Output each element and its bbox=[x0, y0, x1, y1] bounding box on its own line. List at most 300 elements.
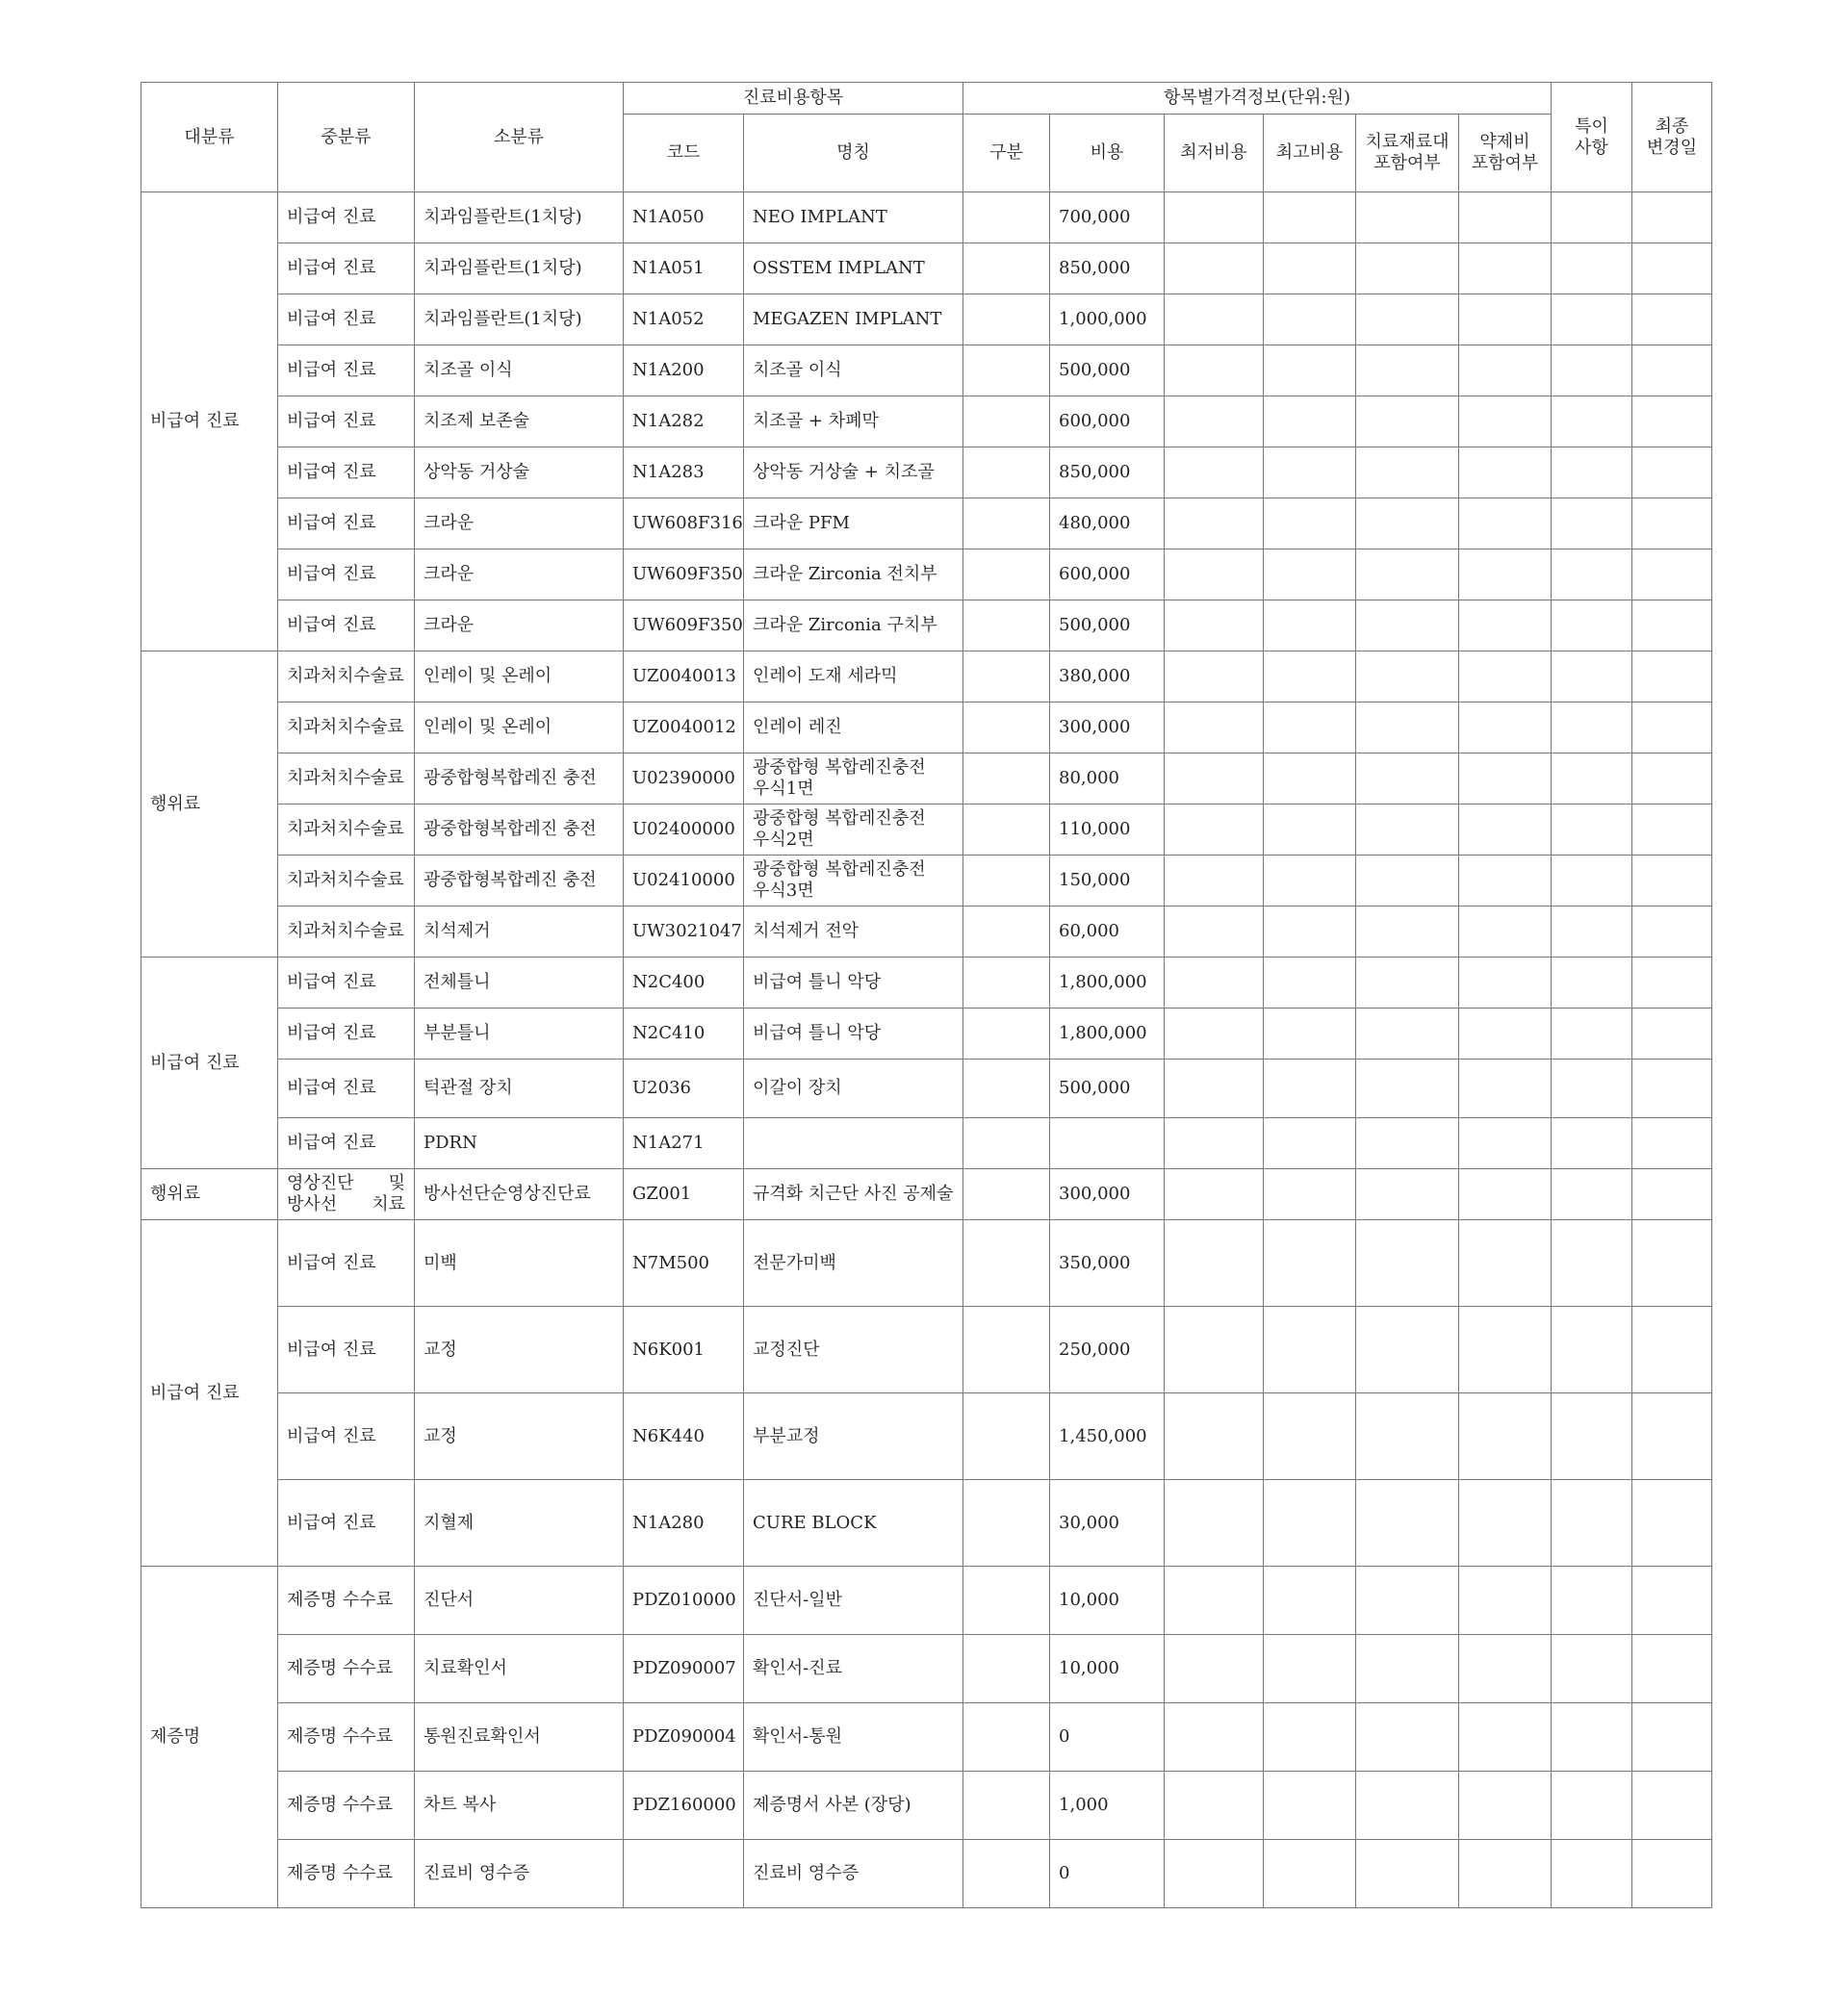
note-cell bbox=[1552, 1840, 1632, 1908]
header-note: 특이 사항 bbox=[1552, 83, 1632, 192]
drug-included-cell bbox=[1459, 702, 1552, 753]
material-included-cell bbox=[1356, 600, 1459, 651]
code-cell: U02410000 bbox=[624, 856, 744, 907]
cost-cell: 1,800,000 bbox=[1050, 958, 1165, 1009]
type-cell bbox=[963, 702, 1050, 753]
note-cell bbox=[1552, 1480, 1632, 1567]
max-cost-cell bbox=[1264, 1772, 1356, 1840]
minor-category-cell: 치과임플란트(1치당) bbox=[415, 192, 624, 243]
table-header bbox=[141, 83, 1712, 192]
table-row bbox=[141, 1393, 1712, 1480]
minor-category-cell: 광중합형복합레진 충전 bbox=[415, 804, 624, 856]
cost-cell: 350,000 bbox=[1050, 1220, 1165, 1307]
table-row bbox=[141, 1307, 1712, 1393]
material-included-cell bbox=[1356, 549, 1459, 600]
code-cell: UZ0040012 bbox=[624, 702, 744, 753]
code-cell: N1A271 bbox=[624, 1118, 744, 1169]
drug-included-cell bbox=[1459, 1220, 1552, 1307]
minor-category-cell: 차트 복사 bbox=[415, 1772, 624, 1840]
max-cost-cell bbox=[1264, 702, 1356, 753]
code-cell: N1A200 bbox=[624, 345, 744, 396]
table-row bbox=[141, 1635, 1712, 1703]
minor-category-cell: 치조제 보존술 bbox=[415, 396, 624, 447]
material-included-cell bbox=[1356, 1567, 1459, 1635]
minor-category-cell: 부분틀니 bbox=[415, 1009, 624, 1060]
material-included-cell bbox=[1356, 1307, 1459, 1393]
name-cell: 크라운 Zirconia 전치부 bbox=[744, 549, 963, 600]
header-drug: 약제비 포함여부 bbox=[1459, 115, 1552, 192]
min-cost-cell bbox=[1165, 1393, 1264, 1480]
material-included-cell bbox=[1356, 1703, 1459, 1772]
last-changed-cell bbox=[1632, 549, 1712, 600]
type-cell bbox=[963, 1060, 1050, 1118]
max-cost-cell bbox=[1264, 1118, 1356, 1169]
table-body bbox=[141, 192, 1712, 1908]
minor-category-cell: 인레이 및 온레이 bbox=[415, 651, 624, 702]
max-cost-cell bbox=[1264, 1567, 1356, 1635]
middle-category-cell: 비급여 진료 bbox=[278, 1060, 415, 1118]
drug-included-cell bbox=[1459, 294, 1552, 345]
cost-cell: 10,000 bbox=[1050, 1635, 1165, 1703]
min-cost-cell bbox=[1165, 1635, 1264, 1703]
table-row bbox=[141, 804, 1712, 856]
min-cost-cell bbox=[1165, 1220, 1264, 1307]
table-row bbox=[141, 907, 1712, 958]
minor-category-cell: 치석제거 bbox=[415, 907, 624, 958]
material-included-cell bbox=[1356, 498, 1459, 549]
last-changed-cell bbox=[1632, 804, 1712, 856]
table-row bbox=[141, 345, 1712, 396]
material-included-cell bbox=[1356, 1840, 1459, 1908]
table-row bbox=[141, 1220, 1712, 1307]
middle-category-cell: 영상진단 및 방사선 치료 bbox=[278, 1169, 415, 1220]
middle-category-cell: 비급여 진료 bbox=[278, 1480, 415, 1567]
cost-cell: 300,000 bbox=[1050, 702, 1165, 753]
header-material: 치료재료대포함여부 bbox=[1356, 115, 1459, 192]
material-included-cell bbox=[1356, 1393, 1459, 1480]
note-cell bbox=[1552, 856, 1632, 907]
name-cell: OSSTEM IMPLANT bbox=[744, 243, 963, 294]
type-cell bbox=[963, 447, 1050, 498]
code-cell: N2C410 bbox=[624, 1009, 744, 1060]
middle-category-cell: 치과처치수술료 bbox=[278, 702, 415, 753]
name-cell: 치조골 이식 bbox=[744, 345, 963, 396]
header-middle: 중분류 bbox=[278, 83, 415, 192]
cost-cell: 80,000 bbox=[1050, 753, 1165, 804]
middle-category-cell: 비급여 진료 bbox=[278, 498, 415, 549]
name-cell: 치조골 + 차폐막 bbox=[744, 396, 963, 447]
material-included-cell bbox=[1356, 1009, 1459, 1060]
drug-included-cell bbox=[1459, 498, 1552, 549]
name-cell: 확인서-통원 bbox=[744, 1703, 963, 1772]
code-cell: N1A050 bbox=[624, 192, 744, 243]
minor-category-cell: 교정 bbox=[415, 1393, 624, 1480]
table-row bbox=[141, 702, 1712, 753]
note-cell bbox=[1552, 498, 1632, 549]
major-category-cell: 행위료 bbox=[141, 651, 278, 958]
major-category-cell: 제증명 bbox=[141, 1567, 278, 1908]
cost-cell: 1,000,000 bbox=[1050, 294, 1165, 345]
cost-cell: 60,000 bbox=[1050, 907, 1165, 958]
cost-cell: 850,000 bbox=[1050, 447, 1165, 498]
type-cell bbox=[963, 345, 1050, 396]
min-cost-cell bbox=[1165, 958, 1264, 1009]
code-cell: N1A283 bbox=[624, 447, 744, 498]
name-cell: NEO IMPLANT bbox=[744, 192, 963, 243]
name-cell: 치석제거 전악 bbox=[744, 907, 963, 958]
max-cost-cell bbox=[1264, 1009, 1356, 1060]
last-changed-cell bbox=[1632, 958, 1712, 1009]
max-cost-cell bbox=[1264, 396, 1356, 447]
minor-category-cell: 인레이 및 온레이 bbox=[415, 702, 624, 753]
type-cell bbox=[963, 907, 1050, 958]
last-changed-cell bbox=[1632, 1307, 1712, 1393]
name-cell: 상악동 거상술 + 치조골 bbox=[744, 447, 963, 498]
note-cell bbox=[1552, 549, 1632, 600]
minor-category-cell: 진료비 영수증 bbox=[415, 1840, 624, 1908]
drug-included-cell bbox=[1459, 1009, 1552, 1060]
min-cost-cell bbox=[1165, 294, 1264, 345]
last-changed-cell bbox=[1632, 1393, 1712, 1480]
material-included-cell bbox=[1356, 192, 1459, 243]
last-changed-cell bbox=[1632, 1703, 1712, 1772]
name-cell: 광중합형 복합레진충전 우식2면 bbox=[744, 804, 963, 856]
table-row bbox=[141, 1567, 1712, 1635]
minor-category-cell: 교정 bbox=[415, 1307, 624, 1393]
min-cost-cell bbox=[1165, 1118, 1264, 1169]
max-cost-cell bbox=[1264, 1307, 1356, 1393]
cost-cell: 30,000 bbox=[1050, 1480, 1165, 1567]
min-cost-cell bbox=[1165, 1060, 1264, 1118]
max-cost-cell bbox=[1264, 294, 1356, 345]
drug-included-cell bbox=[1459, 1118, 1552, 1169]
name-cell: 규격화 치근단 사진 공제술 bbox=[744, 1169, 963, 1220]
table-row bbox=[141, 1118, 1712, 1169]
middle-category-cell: 비급여 진료 bbox=[278, 1009, 415, 1060]
last-changed-cell bbox=[1632, 907, 1712, 958]
middle-category-cell: 제증명 수수료 bbox=[278, 1703, 415, 1772]
header-price-group: 항목별가격정보(단위:원) bbox=[963, 83, 1552, 115]
min-cost-cell bbox=[1165, 549, 1264, 600]
note-cell bbox=[1552, 447, 1632, 498]
last-changed-cell bbox=[1632, 243, 1712, 294]
name-cell: 전문가미백 bbox=[744, 1220, 963, 1307]
max-cost-cell bbox=[1264, 1220, 1356, 1307]
note-cell bbox=[1552, 1393, 1632, 1480]
min-cost-cell bbox=[1165, 447, 1264, 498]
code-cell: UW608F316 bbox=[624, 498, 744, 549]
minor-category-cell: 상악동 거상술 bbox=[415, 447, 624, 498]
min-cost-cell bbox=[1165, 498, 1264, 549]
drug-included-cell bbox=[1459, 243, 1552, 294]
minor-category-cell: 진단서 bbox=[415, 1567, 624, 1635]
max-cost-cell bbox=[1264, 1635, 1356, 1703]
note-cell bbox=[1552, 1118, 1632, 1169]
type-cell bbox=[963, 856, 1050, 907]
material-included-cell bbox=[1356, 345, 1459, 396]
major-category-cell: 비급여 진료 bbox=[141, 958, 278, 1169]
cost-cell: 0 bbox=[1050, 1840, 1165, 1908]
name-cell: 광중합형 복합레진충전 우식3면 bbox=[744, 856, 963, 907]
last-changed-cell bbox=[1632, 1009, 1712, 1060]
table-row bbox=[141, 396, 1712, 447]
last-changed-cell bbox=[1632, 396, 1712, 447]
min-cost-cell bbox=[1165, 345, 1264, 396]
min-cost-cell bbox=[1165, 1009, 1264, 1060]
code-cell: GZ001 bbox=[624, 1169, 744, 1220]
drug-included-cell bbox=[1459, 1480, 1552, 1567]
drug-included-cell bbox=[1459, 753, 1552, 804]
note-cell bbox=[1552, 651, 1632, 702]
min-cost-cell bbox=[1165, 1307, 1264, 1393]
drug-included-cell bbox=[1459, 192, 1552, 243]
cost-cell: 700,000 bbox=[1050, 192, 1165, 243]
last-changed-cell bbox=[1632, 447, 1712, 498]
cost-cell: 1,800,000 bbox=[1050, 1009, 1165, 1060]
material-included-cell bbox=[1356, 1480, 1459, 1567]
last-changed-cell bbox=[1632, 651, 1712, 702]
note-cell bbox=[1552, 1009, 1632, 1060]
drug-included-cell bbox=[1459, 549, 1552, 600]
type-cell bbox=[963, 651, 1050, 702]
minor-category-cell: PDRN bbox=[415, 1118, 624, 1169]
last-changed-cell bbox=[1632, 600, 1712, 651]
cost-cell: 1,450,000 bbox=[1050, 1393, 1165, 1480]
header-name: 명칭 bbox=[744, 115, 963, 192]
major-category-cell: 비급여 진료 bbox=[141, 192, 278, 651]
cost-cell: 0 bbox=[1050, 1703, 1165, 1772]
middle-category-cell: 비급여 진료 bbox=[278, 1220, 415, 1307]
type-cell bbox=[963, 294, 1050, 345]
code-cell: PDZ090004 bbox=[624, 1703, 744, 1772]
type-cell bbox=[963, 549, 1050, 600]
header-last-changed: 최종 변경일 bbox=[1632, 83, 1712, 192]
last-changed-cell bbox=[1632, 1118, 1712, 1169]
drug-included-cell bbox=[1459, 1307, 1552, 1393]
cost-cell: 1,000 bbox=[1050, 1772, 1165, 1840]
type-cell bbox=[963, 804, 1050, 856]
minor-category-cell: 치조골 이식 bbox=[415, 345, 624, 396]
code-cell: UW3021047 bbox=[624, 907, 744, 958]
drug-included-cell bbox=[1459, 1840, 1552, 1908]
last-changed-cell bbox=[1632, 1220, 1712, 1307]
code-cell: UW609F350 bbox=[624, 600, 744, 651]
code-cell: U02400000 bbox=[624, 804, 744, 856]
min-cost-cell bbox=[1165, 804, 1264, 856]
cost-cell: 150,000 bbox=[1050, 856, 1165, 907]
drug-included-cell bbox=[1459, 651, 1552, 702]
cost-cell: 500,000 bbox=[1050, 345, 1165, 396]
code-cell: N1A051 bbox=[624, 243, 744, 294]
type-cell bbox=[963, 1703, 1050, 1772]
material-included-cell bbox=[1356, 753, 1459, 804]
min-cost-cell bbox=[1165, 192, 1264, 243]
type-cell bbox=[963, 396, 1050, 447]
middle-category-cell: 치과처치수술료 bbox=[278, 651, 415, 702]
table-row bbox=[141, 294, 1712, 345]
type-cell bbox=[963, 1635, 1050, 1703]
code-cell: N1A280 bbox=[624, 1480, 744, 1567]
minor-category-cell: 치료확인서 bbox=[415, 1635, 624, 1703]
type-cell bbox=[963, 1307, 1050, 1393]
middle-category-cell: 비급여 진료 bbox=[278, 549, 415, 600]
max-cost-cell bbox=[1264, 753, 1356, 804]
drug-included-cell bbox=[1459, 1060, 1552, 1118]
drug-included-cell bbox=[1459, 907, 1552, 958]
middle-category-cell: 제증명 수수료 bbox=[278, 1840, 415, 1908]
max-cost-cell bbox=[1264, 1060, 1356, 1118]
last-changed-cell bbox=[1632, 1635, 1712, 1703]
note-cell bbox=[1552, 1635, 1632, 1703]
material-included-cell bbox=[1356, 1635, 1459, 1703]
note-cell bbox=[1552, 192, 1632, 243]
code-cell: N6K440 bbox=[624, 1393, 744, 1480]
middle-category-cell: 비급여 진료 bbox=[278, 1393, 415, 1480]
table-row bbox=[141, 856, 1712, 907]
last-changed-cell bbox=[1632, 1060, 1712, 1118]
last-changed-cell bbox=[1632, 1480, 1712, 1567]
major-category-cell: 비급여 진료 bbox=[141, 1220, 278, 1567]
code-cell: UW609F350 bbox=[624, 549, 744, 600]
max-cost-cell bbox=[1264, 600, 1356, 651]
code-cell: PDZ160000 bbox=[624, 1772, 744, 1840]
cost-cell: 600,000 bbox=[1050, 396, 1165, 447]
minor-category-cell: 치과임플란트(1치당) bbox=[415, 243, 624, 294]
price-table-document bbox=[141, 82, 1712, 1908]
note-cell bbox=[1552, 345, 1632, 396]
cost-cell: 110,000 bbox=[1050, 804, 1165, 856]
min-cost-cell bbox=[1165, 1169, 1264, 1220]
code-cell: UZ0040013 bbox=[624, 651, 744, 702]
last-changed-cell bbox=[1632, 192, 1712, 243]
header-item-group: 진료비용항목 bbox=[624, 83, 963, 115]
cost-cell bbox=[1050, 1118, 1165, 1169]
note-cell bbox=[1552, 1703, 1632, 1772]
table-row bbox=[141, 958, 1712, 1009]
min-cost-cell bbox=[1165, 243, 1264, 294]
minor-category-cell: 지혈제 bbox=[415, 1480, 624, 1567]
material-included-cell bbox=[1356, 447, 1459, 498]
middle-category-cell: 비급여 진료 bbox=[278, 958, 415, 1009]
material-included-cell bbox=[1356, 1169, 1459, 1220]
min-cost-cell bbox=[1165, 651, 1264, 702]
name-cell: 진료비 영수증 bbox=[744, 1840, 963, 1908]
code-cell: U02390000 bbox=[624, 753, 744, 804]
minor-category-cell: 크라운 bbox=[415, 498, 624, 549]
type-cell bbox=[963, 1393, 1050, 1480]
header-minor: 소분류 bbox=[415, 83, 624, 192]
name-cell: 부분교정 bbox=[744, 1393, 963, 1480]
max-cost-cell bbox=[1264, 958, 1356, 1009]
table-row bbox=[141, 1009, 1712, 1060]
note-cell bbox=[1552, 1307, 1632, 1393]
drug-included-cell bbox=[1459, 1393, 1552, 1480]
name-cell: 광중합형 복합레진충전 우식1면 bbox=[744, 753, 963, 804]
cost-cell: 300,000 bbox=[1050, 1169, 1165, 1220]
material-included-cell bbox=[1356, 702, 1459, 753]
name-cell: 확인서-진료 bbox=[744, 1635, 963, 1703]
min-cost-cell bbox=[1165, 856, 1264, 907]
note-cell bbox=[1552, 243, 1632, 294]
note-cell bbox=[1552, 804, 1632, 856]
name-cell: 교정진단 bbox=[744, 1307, 963, 1393]
max-cost-cell bbox=[1264, 345, 1356, 396]
code-cell: N7M500 bbox=[624, 1220, 744, 1307]
name-cell: 인레이 레진 bbox=[744, 702, 963, 753]
type-cell bbox=[963, 498, 1050, 549]
header-major: 대분류 bbox=[141, 83, 278, 192]
name-cell: 크라운 PFM bbox=[744, 498, 963, 549]
code-cell bbox=[624, 1840, 744, 1908]
last-changed-cell bbox=[1632, 498, 1712, 549]
max-cost-cell bbox=[1264, 907, 1356, 958]
note-cell bbox=[1552, 1772, 1632, 1840]
minor-category-cell: 통원진료확인서 bbox=[415, 1703, 624, 1772]
table-row bbox=[141, 600, 1712, 651]
last-changed-cell bbox=[1632, 1840, 1712, 1908]
middle-category-cell: 비급여 진료 bbox=[278, 1118, 415, 1169]
drug-included-cell bbox=[1459, 1772, 1552, 1840]
type-cell bbox=[963, 192, 1050, 243]
type-cell bbox=[963, 1169, 1050, 1220]
type-cell bbox=[963, 243, 1050, 294]
type-cell bbox=[963, 1480, 1050, 1567]
middle-category-cell: 제증명 수수료 bbox=[278, 1772, 415, 1840]
last-changed-cell bbox=[1632, 702, 1712, 753]
table-row bbox=[141, 1772, 1712, 1840]
material-included-cell bbox=[1356, 958, 1459, 1009]
max-cost-cell bbox=[1264, 1169, 1356, 1220]
cost-cell: 10,000 bbox=[1050, 1567, 1165, 1635]
min-cost-cell bbox=[1165, 753, 1264, 804]
min-cost-cell bbox=[1165, 1480, 1264, 1567]
note-cell bbox=[1552, 600, 1632, 651]
max-cost-cell bbox=[1264, 192, 1356, 243]
name-cell bbox=[744, 1118, 963, 1169]
name-cell: 제증명서 사본 (장당) bbox=[744, 1772, 963, 1840]
minor-category-cell: 크라운 bbox=[415, 600, 624, 651]
note-cell bbox=[1552, 1060, 1632, 1118]
max-cost-cell bbox=[1264, 1703, 1356, 1772]
middle-category-cell: 비급여 진료 bbox=[278, 1307, 415, 1393]
name-cell: 비급여 틀니 악당 bbox=[744, 1009, 963, 1060]
cost-cell: 500,000 bbox=[1050, 600, 1165, 651]
table-row bbox=[141, 243, 1712, 294]
min-cost-cell bbox=[1165, 1840, 1264, 1908]
max-cost-cell bbox=[1264, 447, 1356, 498]
cost-cell: 250,000 bbox=[1050, 1307, 1165, 1393]
name-cell: 인레이 도재 세라믹 bbox=[744, 651, 963, 702]
name-cell: 진단서-일반 bbox=[744, 1567, 963, 1635]
type-cell bbox=[963, 1220, 1050, 1307]
table-row bbox=[141, 1840, 1712, 1908]
table-row bbox=[141, 753, 1712, 804]
middle-category-cell: 비급여 진료 bbox=[278, 294, 415, 345]
type-cell bbox=[963, 1772, 1050, 1840]
drug-included-cell bbox=[1459, 1169, 1552, 1220]
last-changed-cell bbox=[1632, 753, 1712, 804]
last-changed-cell bbox=[1632, 1169, 1712, 1220]
header-cost: 비용 bbox=[1050, 115, 1165, 192]
cost-cell: 500,000 bbox=[1050, 1060, 1165, 1118]
min-cost-cell bbox=[1165, 396, 1264, 447]
cost-cell: 480,000 bbox=[1050, 498, 1165, 549]
minor-category-cell: 방사선단순영상진단료 bbox=[415, 1169, 624, 1220]
code-cell: N1A052 bbox=[624, 294, 744, 345]
minor-category-cell: 전체틀니 bbox=[415, 958, 624, 1009]
table-row bbox=[141, 1480, 1712, 1567]
note-cell bbox=[1552, 396, 1632, 447]
